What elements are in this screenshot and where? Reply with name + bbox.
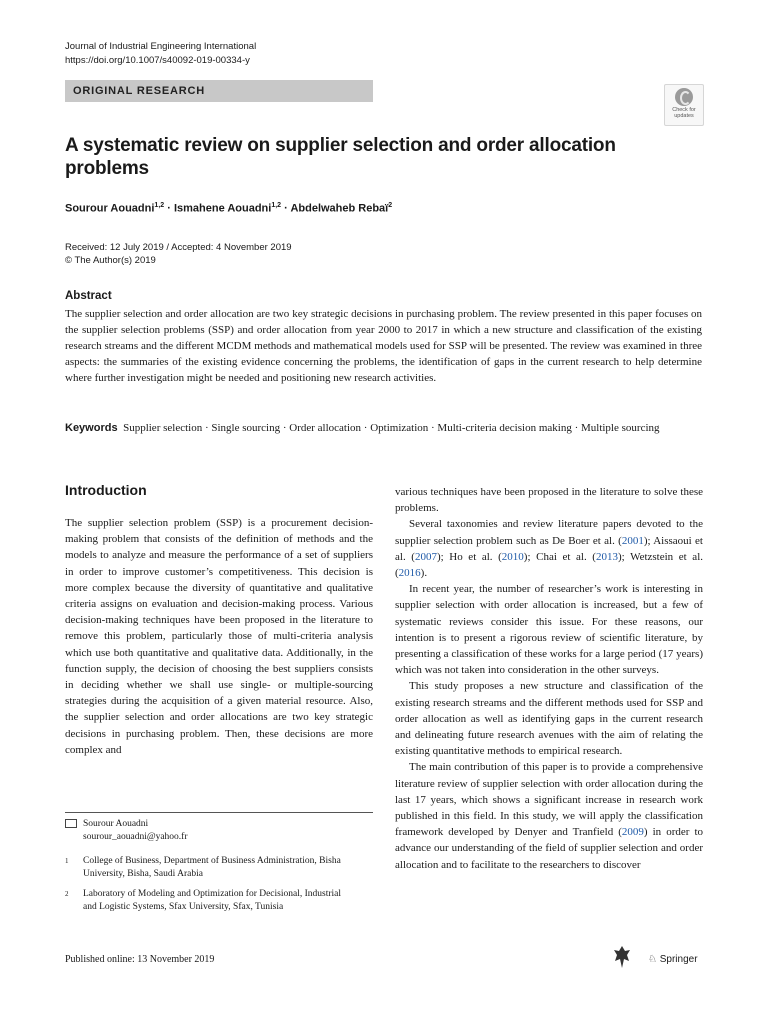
citation-link[interactable]: 2007	[414, 550, 437, 563]
citation-link[interactable]: 2016	[398, 567, 421, 580]
section-banner	[65, 80, 373, 102]
author-affil-sup: 1,2	[271, 202, 282, 209]
intro-paragraph: In recent year, the number of researcher’s work is interesting in supplier selection with order allocation is increased, but a few of systematic reviews consider this issue. For these reasons, our intention is to present a rigorous review of scientific literature, by presenting a classification of these works for a large period (17 years) which was not taken into consideration in the other surveys.	[395, 583, 703, 677]
abstract-heading: Abstract	[65, 290, 112, 302]
introduction-heading: Introduction	[65, 482, 147, 498]
publisher-name: ♘ Springer	[648, 954, 698, 965]
right-column	[395, 484, 703, 873]
check-updates-icon	[675, 88, 693, 106]
author-affil-sup: 1,2	[154, 202, 165, 209]
published-online: Published online: 13 November 2019	[65, 954, 215, 965]
contact-name: Sourour Aouadni	[83, 819, 149, 829]
keywords-heading: Keywords	[65, 422, 118, 434]
received-accepted: Received: 12 July 2019 / Accepted: 4 November 2019	[65, 242, 292, 253]
affiliation-1	[65, 855, 365, 881]
citation-link[interactable]: 2009	[621, 826, 644, 839]
citation-link[interactable]: 2010	[501, 550, 524, 563]
contact-email[interactable]: sourour_aouadni@yahoo.fr	[83, 832, 188, 842]
corresponding-author	[65, 818, 188, 844]
author-affil-sup: 2	[388, 202, 393, 209]
left-column	[65, 515, 373, 758]
citation-link[interactable]: 2001	[621, 534, 644, 547]
copyright: © The Author(s) 2019	[65, 255, 156, 266]
footnote-divider	[65, 812, 373, 813]
affiliation-number: 1	[65, 857, 69, 865]
author-list: Sourour Aouadni$^{1,2}$ · Ismahene Aouadni$^{1,2}$ · Abdelwaheb Rebaï$^2$	[65, 202, 393, 215]
article-dates	[65, 241, 292, 267]
springer-mark-icon: ♘	[648, 954, 657, 965]
author-name[interactable]: Sourour Aouadni	[65, 202, 155, 215]
citation-link[interactable]: 2013	[595, 550, 618, 563]
abstract-text: The supplier selection and order allocation are two key strategic decisions in purchasing problem. The review presented in this paper focuses on the supplier selection problems (SSP) and order allocation from year 2000 to 2017 in which a new structure and classification of the existing research streams and the different MCDM methods and mathematical models used for SSP will be presented. The review was examined in three aspects: the summaries of the existing evidence concerning the problems, the identification of gaps in the current research to help determine where further investigation might be needed and positioning new research activities.	[65, 308, 702, 384]
check-badge-line2: updates	[674, 113, 694, 119]
intro-paragraph: The main contribution of this paper is to provide a comprehensive literature review of supplier selection with order allocation during the last 17 years, which shows a significant increase in research work published in this field. In this study, we will apply the classification framework developed by Denyer and Tranfield (2009) in order to advance our understanding of the field of supplier selection and order allocation and to facilitate to the researchers to discover	[395, 761, 704, 871]
intro-paragraph: Several taxonomies and review literature papers devoted to the supplier selection problem such as De Boer et al. (2001); Aissaoui et al. (2007); Ho et al. (2010); Chai et al. (2013); Wetzstein et al. (2016).	[395, 518, 703, 580]
affiliation-2	[65, 888, 365, 914]
section-label: ORIGINAL RESEARCH	[73, 85, 205, 97]
intro-paragraph: various techniques have been proposed in the literature to solve these problems.	[395, 486, 703, 515]
author-name[interactable]: Ismahene Aouadni	[173, 202, 272, 215]
check-badge-line1: Check for	[672, 107, 696, 113]
check-for-updates-badge[interactable]	[664, 84, 704, 126]
springer-horse-icon	[610, 944, 634, 970]
journal-name: Journal of Industrial Engineering International	[65, 41, 257, 52]
keywords-text: Supplier selection · Single sourcing · Order allocation · Optimization · Multi-criteria decision making · Multiple sourcing	[123, 422, 660, 434]
envelope-icon	[65, 819, 77, 828]
affiliation-text: Laboratory of Modeling and Optimization for Decisional, Industrial and Logistic Systems, Sfax University, Sfax, Tunisia	[83, 889, 342, 912]
intro-paragraph: This study proposes a new structure and classification of the existing research streams and the different methods used for SSP and order allocation as well as identifying gaps in the current research and delineating future research avenues with the aim of relating the existing quantitative methods to empirical research.	[395, 680, 703, 758]
journal-header	[65, 40, 256, 68]
doi-link[interactable]: https://doi.org/10.1007/s40092-019-00334-y	[65, 55, 250, 66]
paper-title: A systematic review on supplier selection and order allocation problems	[65, 135, 616, 179]
intro-paragraph: The supplier selection problem (SSP) is a procurement decision-making problem that consists of the definition of methods and the models to analyze and measure the performance of a set of suppliers in order to improve customer’s competitiveness. This decision is more complex because the diversity of quantitative and qualitative criteria assigns on evaluation and decision-making process. Various decision-making techniques have been proposed in the literature to remove this problem, particularly those of multi-criteria analysis which use both quantitative and qualitative data. Additionally, in the function supply, the decision of choosing the best suppliers consists in deciding whether we shall use single- or multiple-sourcing strategies during the acquisition of a given material resource. Also, the supplier selection and order allocations are two key strategic decisions in purchasing problem. Then, these decisions are more complex and	[65, 517, 373, 756]
affiliation-text: College of Business, Department of Business Administration, Bisha University, Bisha, Saudi Arabia	[83, 856, 341, 879]
keywords	[65, 420, 702, 436]
author-name[interactable]: Abdelwaheb Rebaï	[290, 202, 389, 215]
affiliation-number: 2	[65, 890, 69, 898]
